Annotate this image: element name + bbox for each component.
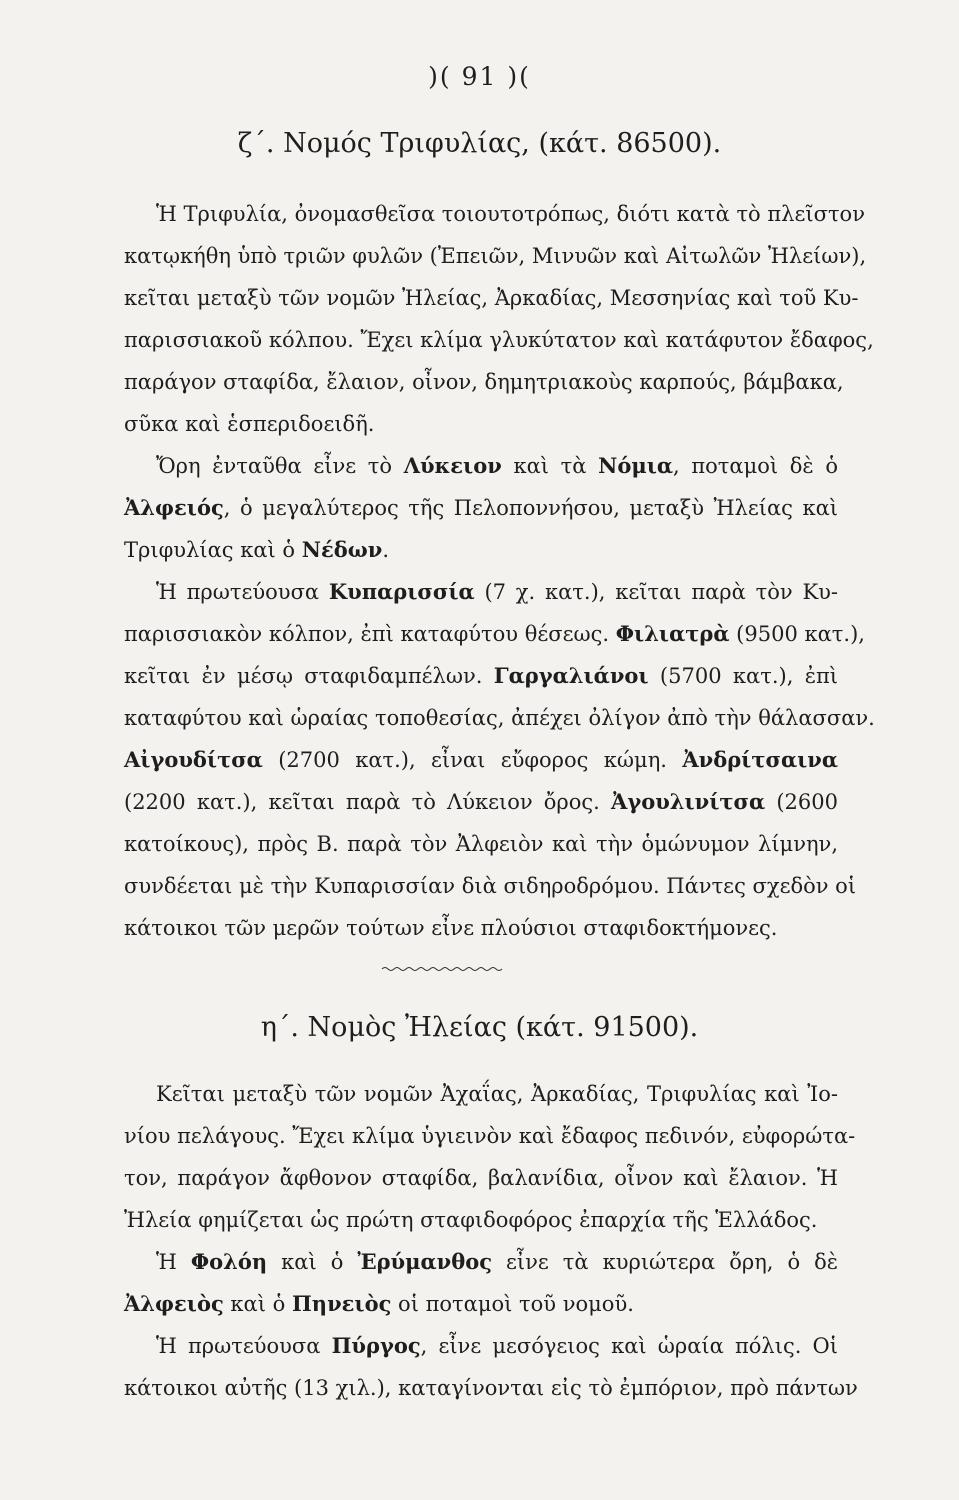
text-line xyxy=(124,907,838,949)
bold-term: Φολόη xyxy=(190,1249,268,1274)
bold-term: Ἀλφειός xyxy=(124,495,224,520)
text-run: συνδέεται μὲ τὴν Κυπαρισσίαν διὰ σιδηροδρόμου. Πάντες σχεδὸν οἱ xyxy=(124,874,857,898)
text-run: (2200 κατ.), κεῖται παρὰ τὸ Λύκειον ὄρος. xyxy=(124,790,612,814)
text-run: , ὁ μεγαλύτερος τῆς Πελοποννήσου, μεταξὺ Ἠλείας καὶ xyxy=(223,496,838,520)
text-line xyxy=(124,1283,838,1325)
text-run: . xyxy=(382,538,389,562)
text-line xyxy=(124,571,838,613)
bold-term: Πύργος xyxy=(331,1333,421,1358)
text-line xyxy=(124,235,867,277)
bold-term: Γαργαλιάνοι xyxy=(493,663,649,688)
text-line xyxy=(124,1115,856,1157)
text-run: , ποταμοὶ δὲ ὁ xyxy=(673,454,839,478)
bold-term: Πηνειὸς xyxy=(291,1291,392,1316)
text-run: σῦκα καὶ ἑσπεριδοειδῆ. xyxy=(124,412,375,436)
text-run: Ἡ xyxy=(156,1250,191,1274)
ornamental-divider xyxy=(382,965,502,973)
section-heading-ileia: η΄. Νομὸς Ἠλείας (κάτ. 91500). xyxy=(260,1012,699,1043)
text-run: νίου πελάγους. Ἔχει κλίμα ὑγιεινὸν καὶ ἔδαφος πεδινόν, εὐφορώτα- xyxy=(124,1124,856,1148)
text-run: καὶ ὁ xyxy=(267,1250,358,1274)
text-line xyxy=(124,1199,838,1241)
text-run: (2600 xyxy=(765,790,839,814)
bold-term: Ἀγουλινίτσα xyxy=(611,789,766,814)
text-line xyxy=(124,361,844,403)
text-run: παρισσιακοῦ κόλπου. Ἔχει κλίμα γλυκύτατον καὶ κατάφυτον ἔδαφος, xyxy=(124,328,874,352)
text-line xyxy=(124,1367,858,1409)
text-line xyxy=(124,865,857,907)
text-line xyxy=(124,613,865,655)
bold-term: Φιλιατρὰ xyxy=(615,621,730,646)
text-run: οἱ ποταμοὶ τοῦ νομοῦ. xyxy=(391,1292,634,1316)
text-line xyxy=(124,1073,838,1115)
section-body-trifylia xyxy=(124,193,875,949)
text-line xyxy=(124,739,838,781)
text-run: κάτοικοι τῶν μερῶν τούτων εἶνε πλούσιοι σταφιδοκτήμονες. xyxy=(124,916,778,940)
text-run: Τριφυλίας καὶ ὁ xyxy=(124,538,302,562)
section-body-ileia xyxy=(124,1073,858,1409)
text-run: Ἡ Τριφυλία, ὀνομασθεῖσα τοιουτοτρόπως, διότι κατὰ τὸ πλεῖστον xyxy=(156,202,865,226)
text-run: , εἶνε μεσόγειος καὶ ὡραία πόλις. Οἱ xyxy=(420,1334,838,1358)
text-run: καταφύτου καὶ ὡραίας τοποθεσίας, ἀπέχει ὀλίγον ἀπὸ τὴν θάλασσαν. xyxy=(124,706,875,730)
text-run: καὶ ὁ xyxy=(223,1292,292,1316)
text-run: (5700 κατ.), ἐπὶ xyxy=(648,664,839,688)
text-line xyxy=(124,1241,838,1283)
text-run: Ἡ πρωτεύουσα xyxy=(156,580,329,604)
text-run: παρισσιακὸν κόλπον, ἐπὶ καταφύτου θέσεως. xyxy=(124,622,616,646)
text-line xyxy=(124,445,838,487)
text-line xyxy=(124,781,838,823)
text-line xyxy=(124,403,838,445)
section-heading-trifylia: ζ΄. Νομός Τριφυλίας, (κάτ. 86500). xyxy=(237,128,722,159)
text-line xyxy=(124,529,838,571)
text-run: (9500 κατ.), xyxy=(729,622,865,646)
bold-term: Νέδων xyxy=(301,537,383,562)
bold-term: Κυπαρισσία xyxy=(328,579,475,604)
text-run: παράγον σταφίδα, ἔλαιον, οἶνον, δημητριακοὺς καρπούς, βάμβακα, xyxy=(124,370,844,394)
text-run: (2700 κατ.), εἶναι εὔφορος κώμη. xyxy=(262,748,683,772)
text-run: Ἡ πρωτεύουσα xyxy=(156,1334,332,1358)
text-line xyxy=(124,655,838,697)
text-line xyxy=(124,277,859,319)
text-line xyxy=(124,1325,838,1367)
text-run: Ὄρη ἐνταῦθα εἶνε τὸ xyxy=(156,454,404,478)
text-run: κατῳκήθη ὑπὸ τριῶν φυλῶν (Ἐπειῶν, Μινυῶν καὶ Αἰτωλῶν Ἠλείων), xyxy=(124,244,867,268)
bold-term: Ἀλφειὸς xyxy=(124,1291,224,1316)
bold-term: Αἰγουδίτσα xyxy=(124,747,263,772)
text-run: Ἠλεία φημίζεται ὡς πρώτη σταφιδοφόρος ἐπαρχία τῆς Ἑλλάδος. xyxy=(124,1208,818,1232)
text-line xyxy=(124,319,874,361)
text-run: κατοίκους), πρὸς Β. παρὰ τὸν Ἀλφειὸν καὶ τὴν ὁμώνυμον λίμνην, xyxy=(124,832,838,856)
text-run: εἶνε τὰ κυριώτερα ὄρη, ὁ δὲ xyxy=(492,1250,838,1274)
text-run: κάτοικοι αὐτῆς (13 χιλ.), καταγίνονται εἰς τὸ ἐμπόριον, πρὸ πάντων xyxy=(124,1376,858,1400)
text-line xyxy=(124,697,875,739)
text-run: καὶ τὰ xyxy=(501,454,599,478)
bold-term: Ἀνδρίτσαινα xyxy=(682,747,838,772)
text-line xyxy=(124,1157,838,1199)
text-run: τον, παράγον ἄφθονον σταφίδα, βαλανίδια, οἶνον καὶ ἔλαιον. Ἡ xyxy=(124,1166,838,1190)
bold-term: Λύκειον xyxy=(403,453,502,478)
text-run: Κεῖται μεταξὺ τῶν νομῶν Ἀχαΐας, Ἀρκαδίας, Τριφυλίας καὶ Ἰο- xyxy=(156,1082,838,1106)
text-run: κεῖται ἐν μέσῳ σταφιδαμπέλων. xyxy=(124,664,494,688)
bold-term: Ἐρύμανθος xyxy=(357,1249,493,1274)
text-line xyxy=(124,823,838,865)
text-run: κεῖται μεταξὺ τῶν νομῶν Ἠλείας, Ἀρκαδίας, Μεσσηνίας καὶ τοῦ Κυ- xyxy=(124,286,859,310)
text-line xyxy=(124,193,865,235)
bold-term: Νόμια xyxy=(598,453,674,478)
page-number: )( 91 )( xyxy=(428,62,531,91)
text-run: (7 χ. κατ.), κεῖται παρὰ τὸν Κυ- xyxy=(474,580,838,604)
text-line xyxy=(124,487,838,529)
